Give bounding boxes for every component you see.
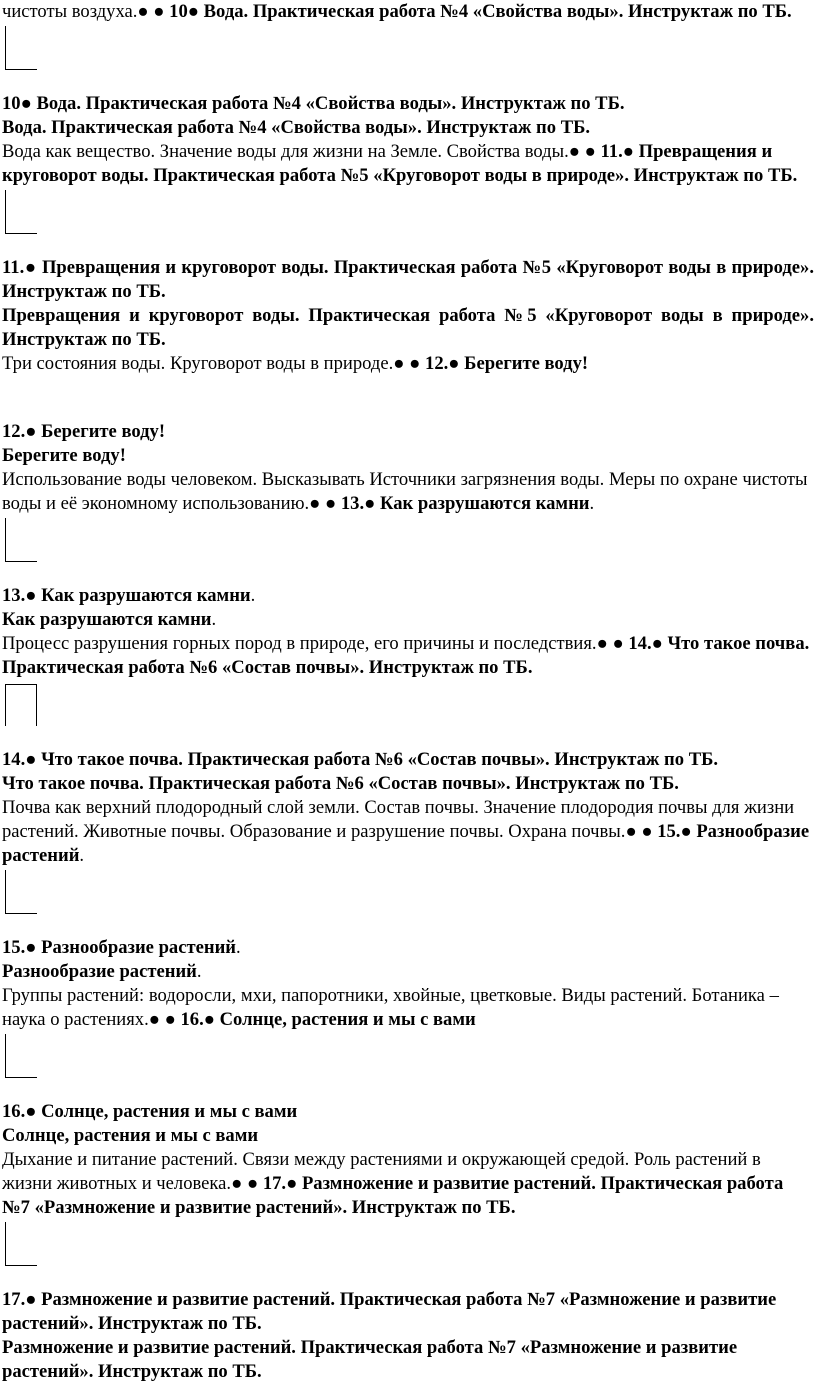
lesson-subheading: Разнообразие растений. <box>2 961 202 982</box>
lesson-heading: 15.● Разнообразие растений. <box>2 937 241 958</box>
text-run: Процесс разрушения горных пород в природе, его причины и последствия. <box>2 633 597 654</box>
bracket-marker <box>2 188 814 234</box>
lesson-body <box>2 1148 814 1220</box>
lesson-subheading: Как разрушаются камни. <box>2 609 217 630</box>
text-run-bold: ● ● 15.● Разнообразие растений <box>2 821 810 866</box>
text-run: Почва как верхний плодородный слой земли. Состав почвы. Значение плодородия почвы для жизни растений. Животные почвы. Образование и разрушение почвы. Охрана почвы. <box>2 797 795 842</box>
bracket-marker <box>2 868 814 914</box>
text-run: Три состояния воды. Круговорот воды в природе. <box>2 353 394 374</box>
bracket-marker <box>2 1220 814 1266</box>
text-run: Дыхание и питание растений. Связи между растениями и окружающей средой. Роль растений в жизни животных и человека. <box>2 1149 761 1194</box>
lesson-heading: 10● Вода. Практическая работа №4 «Свойства воды». Инструктаж по ТБ. <box>2 93 625 114</box>
lesson-heading: 16.● Солнце, растения и мы с вами <box>2 1101 298 1122</box>
text-run: Использование воды человеком. Высказывать Источники загрязнения воды. Меры по охране чистоты воды и её экономному использованию. <box>2 469 808 514</box>
text-run: чистоты воздуха. <box>2 1 138 22</box>
bracket-marker <box>2 1032 814 1078</box>
lesson-body <box>2 984 814 1032</box>
lesson-subheading: Превращения и круговорот воды. Практическая работа №5 «Круговорот воды в природе». Инструктаж по ТБ. <box>2 305 814 350</box>
lesson-body: Использование воды человеком. Высказывать Источники загрязнения воды. Меры по охране чистоты воды и её экономному использованию.● ● 13.● Как разрушаются камни. <box>2 469 808 514</box>
text-run-bold: ● ● 13.● Как разрушаются камни <box>309 493 590 514</box>
lesson-heading: 13.● Как разрушаются камни. <box>2 585 256 606</box>
document-page <box>2 0 814 1384</box>
lesson-heading: 17.● Размножение и развитие растений. Практическая работа №7 «Размножение и развитие растений». Инструктаж по ТБ. <box>2 1289 777 1334</box>
lesson-subheading: Вода. Практическая работа №4 «Свойства воды». Инструктаж по ТБ. <box>2 117 591 138</box>
text-run-bold: ● ● 14.● Что такое почва. Практическая работа №6 «Состав почвы». Инструктаж по ТБ. <box>2 633 810 678</box>
text-run-bold: ● ● 12.● Берегите воду! <box>393 353 589 374</box>
text-run: Вода как вещество. Значение воды для жизни на Земле. Свойства воды. <box>2 141 569 162</box>
lesson-body <box>2 632 814 680</box>
lesson-heading: 14.● Что такое почва. Практическая работа №6 «Состав почвы». Инструктаж по ТБ. <box>2 749 719 770</box>
text-run-bold: ● ● 10● Вода. Практическая работа №4 «Свойства воды». Инструктаж по ТБ. <box>137 1 792 22</box>
lesson-body <box>2 352 814 376</box>
bracket-marker <box>2 24 814 70</box>
text-run-bold: ● ● 16.● Солнце, растения и мы с вами <box>148 1009 476 1030</box>
lesson-heading: 11.● Превращения и круговорот воды. Практическая работа №5 «Круговорот воды в природе». Инструктаж по ТБ. <box>2 257 814 302</box>
text-run: Группы растений: водоросли, мхи, папоротники, хвойные, цветковые. Виды растений. Ботаника – наука о растениях. <box>2 985 779 1030</box>
bracket-marker <box>2 516 814 562</box>
lesson-subheading: Солнце, растения и мы с вами <box>2 1125 259 1146</box>
lesson-subheading: Что такое почва. Практическая работа №6 «Состав почвы». Инструктаж по ТБ. <box>2 773 679 794</box>
lesson-body <box>2 140 814 188</box>
lesson-body: Почва как верхний плодородный слой земли. Состав почвы. Значение плодородия почвы для жизни растений. Животные почвы. Образование и разрушение почвы. Охрана почвы.● ● 15.● Разнообразие растений. <box>2 797 810 866</box>
bracket-marker <box>2 680 814 726</box>
lesson-subheading: Берегите воду! <box>2 445 126 466</box>
paragraph-intro <box>2 0 814 24</box>
text-run-bold: ● ● 11.● Превращения и круговорот воды. Практическая работа №5 «Круговорот воды в природе». Инструктаж по ТБ. <box>2 141 798 186</box>
lesson-subheading: Размножение и развитие растений. Практическая работа №7 «Размножение и развитие растений». Инструктаж по ТБ. <box>2 1337 738 1382</box>
text-run-bold: ● ● 17.● Размножение и развитие растений. Практическая работа №7 «Размножение и развитие растений». Инструктаж по ТБ. <box>2 1173 784 1218</box>
lesson-heading: 12.● Берегите воду! <box>2 421 166 442</box>
